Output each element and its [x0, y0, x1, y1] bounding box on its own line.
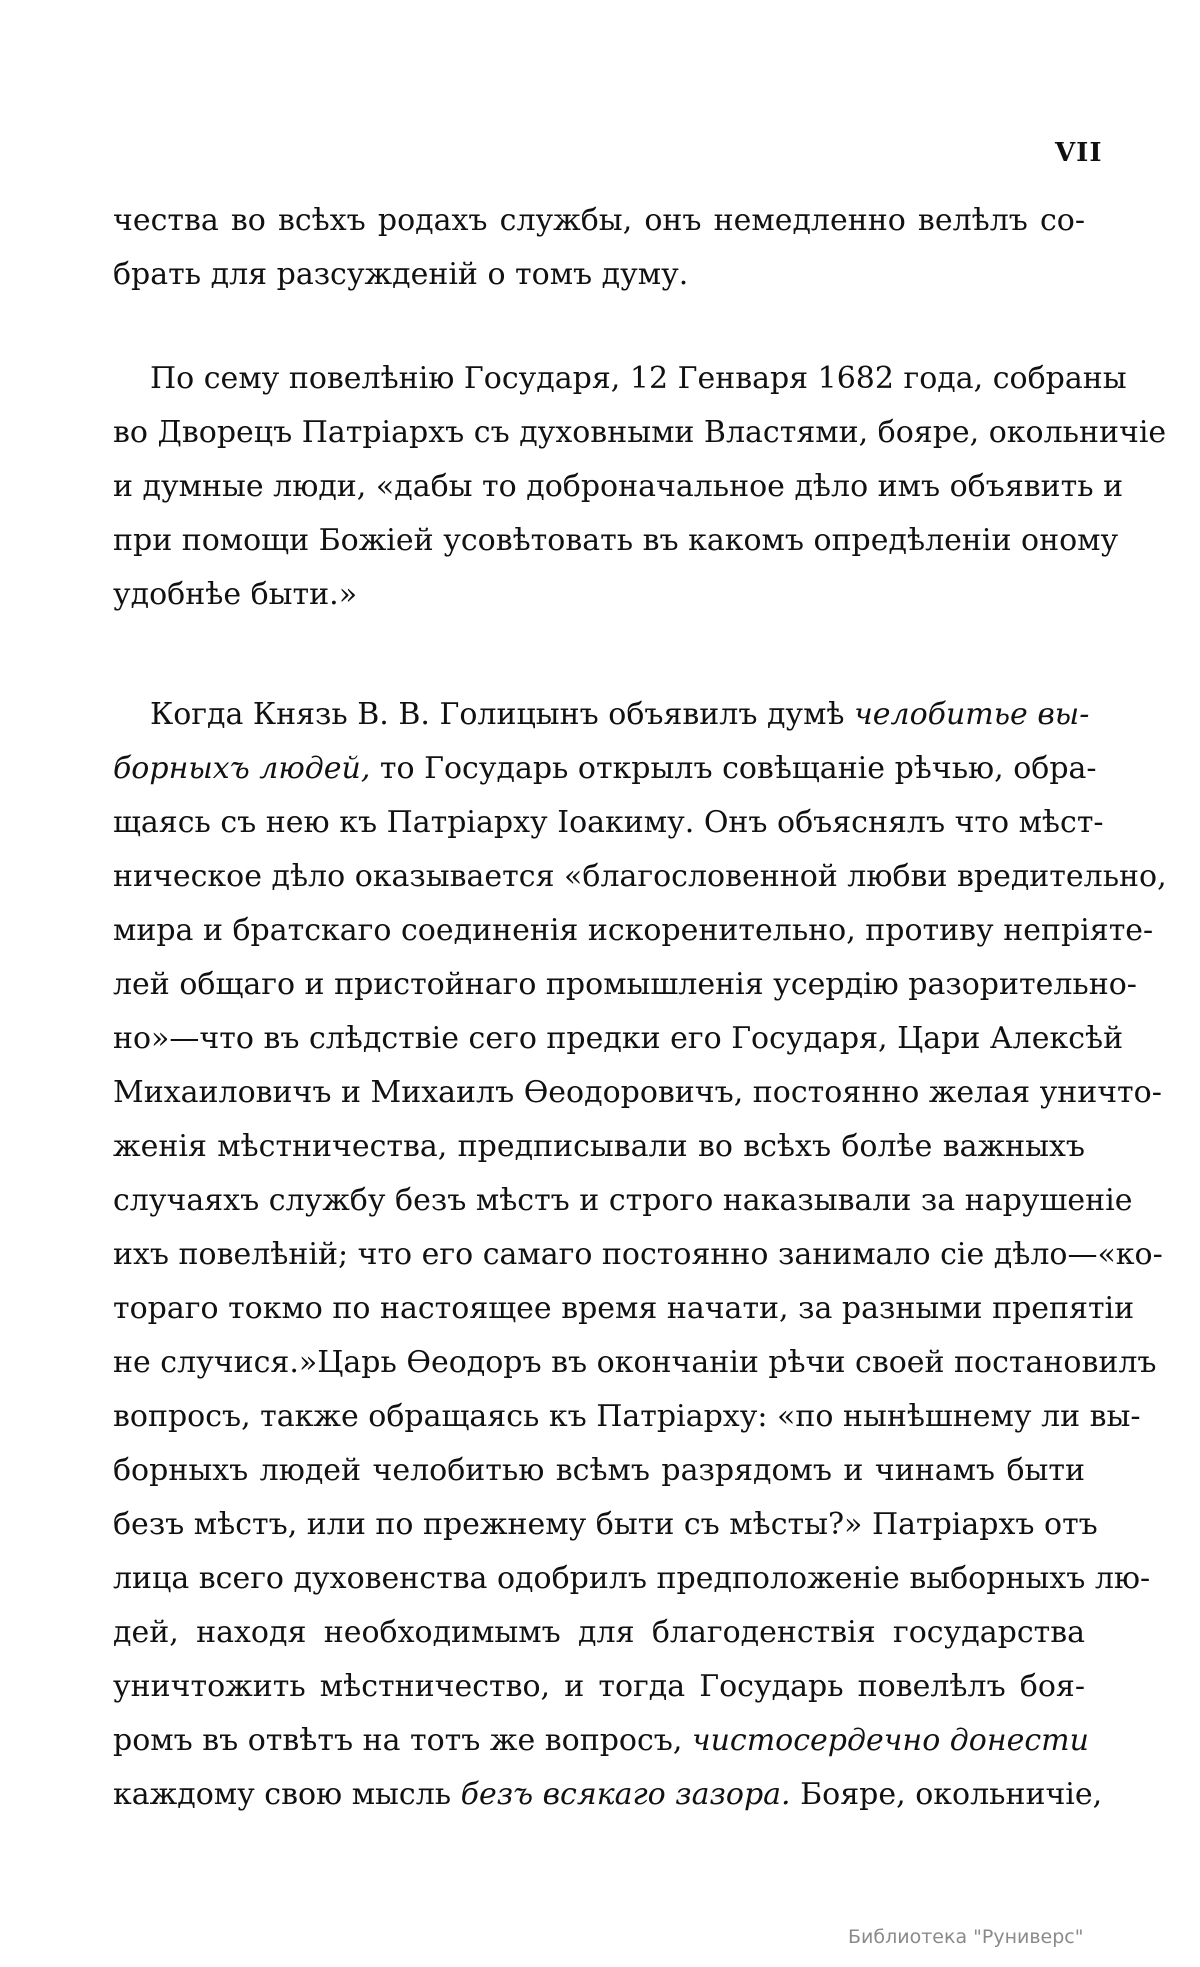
text-segment: безъ мѣстъ, или по прежнему быти съ мѣсты?» Патріархъ отъ — [113, 1507, 1098, 1542]
text-segment: случаяхъ службу безъ мѣстъ и строго наказывали за нарушеніе — [113, 1183, 1133, 1218]
text-segment: Михаиловичъ и Михаилъ Ѳеодоровичъ, постоянно желая уничто- — [113, 1075, 1162, 1110]
text-segment: тораго токмо по настоящее время начати, за разными препятіи — [113, 1291, 1135, 1326]
page-number: VII — [1055, 138, 1103, 168]
library-watermark: Библиотека "Руниверс" — [848, 1926, 1084, 1948]
text-line — [113, 1552, 1151, 1606]
text-line: брать для разсужденій о томъ думу. — [113, 257, 689, 292]
text-line — [113, 742, 1097, 796]
text-segment: Бояре, окольничіе, — [790, 1777, 1103, 1812]
text-line — [113, 1336, 1157, 1390]
text-segment: Когда Князь В. В. Голицынъ объявилъ думѣ — [150, 697, 855, 732]
text-line — [113, 796, 1104, 850]
text-line: при помощи Божіей усовѣтовать въ какомъ опредѣленіи оному — [113, 523, 1119, 558]
paragraph-2 — [113, 352, 1167, 622]
text-line — [113, 1498, 1098, 1552]
text-segment: женія мѣстничества, предписывали во всѣхъ болѣе важныхъ — [113, 1129, 1085, 1164]
text-line — [113, 1444, 1085, 1498]
text-segment: щаясь съ нею къ Патріарху Іоакиму. Онъ объяснялъ что мѣст- — [113, 805, 1104, 840]
text-line — [113, 1606, 1085, 1660]
text-segment: борныхъ людей челобитью всѣмъ разрядомъ и чинамъ быти — [113, 1453, 1085, 1488]
italic-text: чистосердечно донести — [691, 1723, 1089, 1758]
text-segment: но»—что въ слѣдствіе сего предки его Государя, Цари Алексѣй — [113, 1021, 1124, 1056]
text-line: и думные люди, «дабы то доброначальное дѣло имъ объявить и — [113, 469, 1124, 504]
text-line — [113, 1660, 1085, 1714]
text-line — [113, 1012, 1124, 1066]
text-segment: то Государь открылъ совѣщаніе рѣчью, обра- — [370, 751, 1097, 786]
text-line: По сему повелѣнію Государя, 12 Генваря 1682 года, собраны — [150, 361, 1127, 396]
text-line — [113, 1714, 1089, 1768]
text-line — [113, 958, 1137, 1012]
text-segment: мира и братскаго соединенія искоренительно, противу непріяте- — [113, 913, 1154, 948]
text-line — [113, 1768, 1103, 1822]
text-line — [113, 1174, 1133, 1228]
text-line — [113, 688, 1090, 742]
text-line: удобнѣе быти.» — [113, 577, 358, 612]
text-line — [113, 1390, 1141, 1444]
text-segment: лица всего духовенства одобрилъ предположеніе выборныхъ лю- — [113, 1561, 1151, 1596]
text-segment: каждому свою мысль — [113, 1777, 461, 1812]
text-line — [113, 1282, 1135, 1336]
text-segment: ромъ въ отвѣтъ на тотъ же вопросъ, — [113, 1723, 692, 1758]
text-segment: ническое дѣло оказывается «благословенной любви вредительно, — [113, 859, 1167, 894]
text-segment: дей, находя необходимымъ для благоденствія государства — [113, 1615, 1085, 1650]
text-segment: ихъ повелѣній; что его самаго постоянно занимало сіе дѣло—«ко- — [113, 1237, 1163, 1272]
text-segment: лей общаго и пристойнаго промышленія усердію разорительно- — [113, 967, 1137, 1002]
text-line — [113, 1228, 1163, 1282]
text-segment: не случися.»Царь Ѳеодоръ въ окончаніи рѣчи своей постановилъ — [113, 1345, 1157, 1380]
text-segment: вопросъ, также обращаясь къ Патріарху: «по нынѣшнему ли вы- — [113, 1399, 1141, 1434]
text-line — [113, 1120, 1085, 1174]
text-segment: уничтожить мѣстничество, и тогда Государь повелѣлъ боя- — [113, 1669, 1085, 1704]
text-line — [113, 904, 1154, 958]
italic-text: безъ всякаго зазора. — [460, 1777, 791, 1812]
text-line: во Дворецъ Патріархъ съ духовными Властями, бояре, окольничіе — [113, 415, 1167, 450]
italic-text: челобитье вы- — [854, 697, 1090, 732]
text-line: чества во всѣхъ родахъ службы, онъ немедленно велѣлъ со- — [113, 203, 1085, 238]
text-line — [113, 850, 1167, 904]
paragraph-3 — [113, 688, 1167, 1822]
paragraph-1 — [113, 194, 1085, 302]
text-line — [113, 1066, 1162, 1120]
italic-text: борныхъ людей, — [113, 751, 371, 786]
